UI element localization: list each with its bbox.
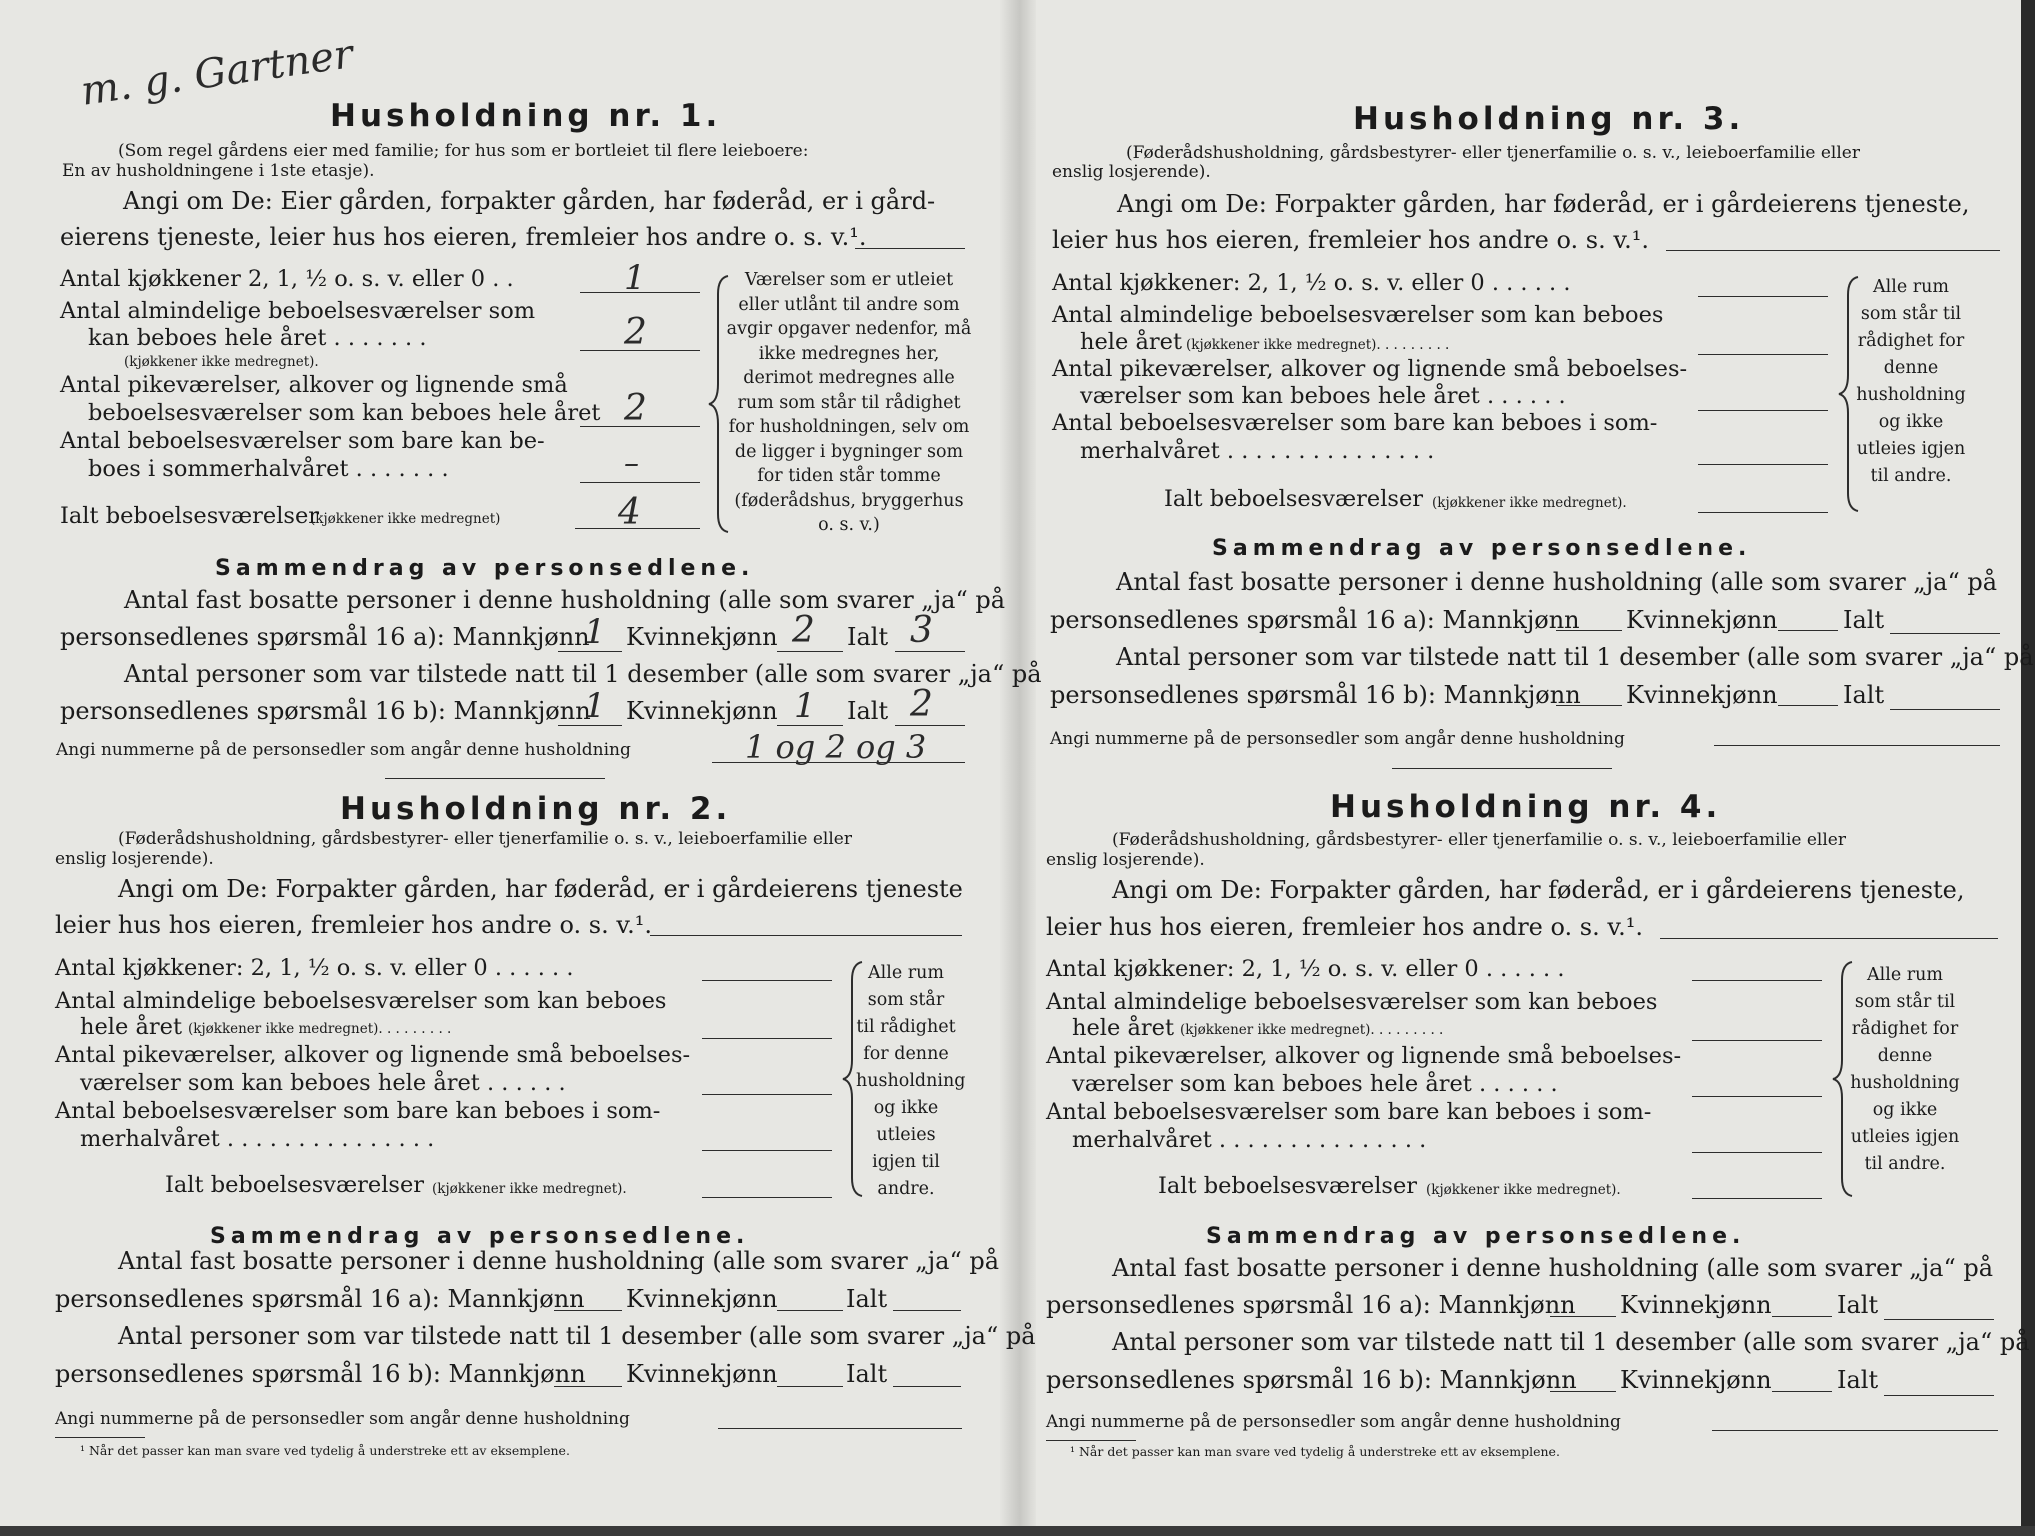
summer-rooms-label: Antal beboelsesværelser som bare kan beboes i som- xyxy=(55,1098,661,1124)
person-numbers-value: 1 og 2 og 3 xyxy=(745,728,927,766)
total-label: Ialt xyxy=(1843,606,1885,634)
rooms-side-note: Alle rum som står til rådighet for denne husholdning og ikke utleies igjen til andre. xyxy=(856,963,966,1199)
intro-text: (Føderådshusholdning, gårdsbestyrer- eller tjenerfamilie o. s. v., leieboerfamilie eller xyxy=(1126,143,1860,163)
rooms-label: kan beboes hele året . . . . . . . xyxy=(88,325,427,351)
person-numbers-label: Angi nummerne på de personsedler som angår denne husholdning xyxy=(56,740,631,760)
rooms-note: (kjøkkener ikke medregnet). . . . . . . . . xyxy=(188,1021,452,1037)
kitchens-value: 1 xyxy=(624,258,646,298)
angi-text: Angi om De: Eier gården, forpakter gården, har føderåd, er i gård- xyxy=(123,187,936,215)
summary-title: Sammendrag av personsedlene. xyxy=(210,1224,750,1249)
summer-rooms-label: Antal beboelsesværelser som bare kan be- xyxy=(60,428,545,454)
small-rooms-value: 2 xyxy=(624,388,647,429)
intro-text: (Føderådshusholdning, gårdsbestyrer- eller tjenerfamilie o. s. v., leieboerfamilie eller xyxy=(1112,830,1846,850)
total-rooms-label: Ialt beboelsesværelser xyxy=(60,503,320,529)
summary-text: Antal fast bosatte personer i denne husholdning (alle som svarer „ja“ på xyxy=(124,586,1006,614)
person-numbers-label: Angi nummerne på de personsedler som angår denne husholdning xyxy=(1050,729,1625,749)
small-rooms-label: Antal pikeværelser, alkover og lignende små xyxy=(60,372,568,398)
female-count: 1 xyxy=(794,686,816,726)
small-rooms-label: værelser som kan beboes hele året . . . . . . xyxy=(1072,1071,1558,1097)
summary-text: Antal fast bosatte personer i denne husholdning (alle som svarer „ja“ på xyxy=(1112,1254,1994,1282)
household-title: Husholdning nr. 2. xyxy=(340,791,732,827)
summary-text: Antal personer som var tilstede natt til 1 desember (alle som svarer „ja“ på xyxy=(124,660,1042,688)
total-label: Ialt xyxy=(847,623,889,651)
summer-rooms-value: – xyxy=(624,446,639,481)
summary-text: Antal personer som var tilstede natt til 1 desember (alle som svarer „ja“ på xyxy=(1116,643,2034,671)
kitchens-label: Antal kjøkkener: 2, 1, ½ o. s. v. eller 0 . . . . . . xyxy=(1046,956,1565,982)
summary-text: personsedlenes spørsmål 16 a): Mannkjønn xyxy=(55,1285,585,1313)
angi-text: Angi om De: Forpakter gården, har føderåd, er i gårdeierens tjeneste xyxy=(118,875,963,903)
female-label: Kvinnekjønn xyxy=(626,1360,778,1388)
summary-text: personsedlenes spørsmål 16 a): Mannkjønn xyxy=(1046,1291,1576,1319)
total-rooms-note: (kjøkkener ikke medregnet). xyxy=(1426,1182,1621,1198)
rooms-label: Antal almindelige beboelsesværelser som kan beboes xyxy=(55,988,667,1014)
rooms-side-note: Alle rum som står til rådighet for denne husholdning og ikke utleies igjen til andre. xyxy=(1850,965,1960,1174)
divider xyxy=(1392,768,1612,769)
footnote-rule xyxy=(55,1437,145,1438)
intro-text: enslig losjerende). xyxy=(55,849,214,869)
female-label: Kvinnekjønn xyxy=(626,697,778,725)
rooms-label: Antal almindelige beboelsesværelser som xyxy=(60,298,536,324)
total-rooms-note: (kjøkkener ikke medregnet). xyxy=(1432,495,1627,511)
total-rooms-label: Ialt beboelsesværelser xyxy=(165,1172,425,1198)
person-numbers-label: Angi nummerne på de personsedler som angår denne husholdning xyxy=(1046,1412,1621,1432)
household-title: Husholdning nr. 1. xyxy=(330,98,722,134)
female-label: Kvinnekjønn xyxy=(626,1285,778,1313)
total-label: Ialt xyxy=(1837,1291,1879,1319)
summary-text: Antal personer som var tilstede natt til 1 desember (alle som svarer „ja“ på xyxy=(118,1322,1036,1350)
intro-text: (Som regel gårdens eier med familie; for hus som er bortleiet til flere leieboere: xyxy=(118,141,809,161)
small-rooms-label: Antal pikeværelser, alkover og lignende små beboelses- xyxy=(1052,356,1688,382)
footnote: ¹ Når det passer kan man svare ved tydelig å understreke ett av eksemplene. xyxy=(80,1443,570,1458)
footnote-rule xyxy=(1046,1440,1136,1441)
right-page xyxy=(1036,0,2034,1526)
rooms-note: (kjøkkener ikke medregnet). xyxy=(124,354,319,370)
female-count: 2 xyxy=(792,610,815,651)
total-label: Ialt xyxy=(1843,681,1885,709)
small-rooms-label: værelser som kan beboes hele året . . . . . . xyxy=(1080,383,1566,409)
intro-text: enslig losjerende). xyxy=(1052,162,1211,182)
rooms-label: Antal almindelige beboelsesværelser som kan beboes xyxy=(1052,302,1664,328)
kitchens-label: Antal kjøkkener: 2, 1, ½ o. s. v. eller 0 . . . . . . xyxy=(55,955,574,981)
female-label: Kvinnekjønn xyxy=(1620,1291,1772,1319)
summer-rooms-label: merhalvåret . . . . . . . . . . . . . . . xyxy=(1080,438,1435,464)
summary-text: Antal fast bosatte personer i denne husholdning (alle som svarer „ja“ på xyxy=(118,1247,1000,1275)
household-title: Husholdning nr. 4. xyxy=(1330,789,1722,825)
male-count: 1 xyxy=(584,612,606,652)
footnote: ¹ Når det passer kan man svare ved tydelig å understreke ett av eksemplene. xyxy=(1070,1444,1560,1459)
total-count: 2 xyxy=(910,684,933,725)
total-rooms-label: Ialt beboelsesværelser xyxy=(1164,486,1424,512)
small-rooms-label: Antal pikeværelser, alkover og lignende små beboelses- xyxy=(1046,1043,1682,1069)
rooms-label: hele året xyxy=(1072,1015,1174,1041)
small-rooms-label: Antal pikeværelser, alkover og lignende små beboelses- xyxy=(55,1042,691,1068)
angi-text: leier hus hos eieren, fremleier hos andre o. s. v.¹. xyxy=(1052,226,1649,254)
total-label: Ialt xyxy=(847,697,889,725)
total-label: Ialt xyxy=(846,1285,888,1313)
summary-text: personsedlenes spørsmål 16 a): Mannkjønn xyxy=(1050,606,1580,634)
summary-text: personsedlenes spørsmål 16 a): Mannkjønn xyxy=(60,623,590,651)
scan-edge-right xyxy=(2021,0,2035,1536)
small-rooms-label: værelser som kan beboes hele året . . . . . . xyxy=(80,1070,566,1096)
total-label: Ialt xyxy=(846,1360,888,1388)
summary-text: Antal personer som var tilstede natt til 1 desember (alle som svarer „ja“ på xyxy=(1112,1328,2030,1356)
summer-rooms-label: Antal beboelsesværelser som bare kan beboes i som- xyxy=(1046,1099,1652,1125)
total-rooms-value: 4 xyxy=(618,492,641,533)
female-label: Kvinnekjønn xyxy=(626,623,778,651)
female-label: Kvinnekjønn xyxy=(1620,1366,1772,1394)
rooms-side-note: Værelser som er utleiet eller utlånt til andre som avgir opgaver nedenfor, må ikke medregnes her, derimot medregnes alle rum som står til rådighet for husholdningen, selv om de ligger i bygninger som for tiden står tomme (føderådshus, bryggerhus o. s. v.) xyxy=(726,270,972,535)
intro-text: enslig losjerende). xyxy=(1046,850,1205,870)
total-label: Ialt xyxy=(1837,1366,1879,1394)
rooms-label: Antal almindelige beboelsesværelser som kan beboes xyxy=(1046,989,1658,1015)
rooms-note: (kjøkkener ikke medregnet). . . . . . . . . xyxy=(1186,337,1450,353)
summary-text: personsedlenes spørsmål 16 b): Mannkjønn xyxy=(60,697,591,725)
divider xyxy=(385,778,605,779)
rooms-label: hele året xyxy=(80,1014,182,1040)
kitchens-label: Antal kjøkkener 2, 1, ½ o. s. v. eller 0 . . xyxy=(60,266,514,292)
angi-text: eierens tjeneste, leier hus hos eieren, fremleier hos andre o. s. v.¹. xyxy=(60,223,867,251)
male-count: 1 xyxy=(584,686,606,726)
person-numbers-label: Angi nummerne på de personsedler som angår denne husholdning xyxy=(55,1409,630,1429)
summer-rooms-label: merhalvåret . . . . . . . . . . . . . . . xyxy=(80,1126,435,1152)
summer-rooms-label: merhalvåret . . . . . . . . . . . . . . . xyxy=(1072,1127,1427,1153)
page-gutter xyxy=(1000,0,1036,1536)
angi-text: Angi om De: Forpakter gården, har føderåd, er i gårdeierens tjeneste, xyxy=(1112,876,1965,904)
rooms-value: 2 xyxy=(624,312,647,353)
intro-text: En av husholdningene i 1ste etasje). xyxy=(62,161,375,181)
intro-text: (Føderådshusholdning, gårdsbestyrer- eller tjenerfamilie o. s. v., leieboerfamilie eller xyxy=(118,829,852,849)
total-count: 3 xyxy=(910,610,933,651)
summary-text: Antal fast bosatte personer i denne husholdning (alle som svarer „ja“ på xyxy=(1116,568,1998,596)
summary-title: Sammendrag av personsedlene. xyxy=(1212,536,1752,561)
total-rooms-note: (kjøkkener ikke medregnet) xyxy=(310,511,501,527)
summary-title: Sammendrag av personsedlene. xyxy=(1206,1224,1746,1249)
angi-text: Angi om De: Forpakter gården, har føderåd, er i gårdeierens tjeneste, xyxy=(1117,190,1970,218)
rooms-label: hele året xyxy=(1080,329,1182,355)
rooms-side-note: Alle rum som står til rådighet for denne husholdning og ikke utleies igjen til andre. xyxy=(1856,277,1966,486)
summary-title: Sammendrag av personsedlene. xyxy=(215,556,755,581)
summary-text: personsedlenes spørsmål 16 b): Mannkjønn xyxy=(1046,1366,1577,1394)
summary-text: personsedlenes spørsmål 16 b): Mannkjønn xyxy=(1050,681,1581,709)
rooms-note: (kjøkkener ikke medregnet). . . . . . . . . xyxy=(1180,1022,1444,1038)
female-label: Kvinnekjønn xyxy=(1626,606,1778,634)
angi-text: leier hus hos eieren, fremleier hos andre o. s. v.¹. xyxy=(55,911,652,939)
summer-rooms-label: boes i sommerhalvåret . . . . . . . xyxy=(88,456,449,482)
kitchens-label: Antal kjøkkener: 2, 1, ½ o. s. v. eller 0 . . . . . . xyxy=(1052,270,1571,296)
angi-text: leier hus hos eieren, fremleier hos andre o. s. v.¹. xyxy=(1046,913,1643,941)
small-rooms-label: beboelsesværelser som kan beboes hele året xyxy=(88,400,601,426)
summer-rooms-label: Antal beboelsesværelser som bare kan beboes i som- xyxy=(1052,410,1658,436)
total-rooms-label: Ialt beboelsesværelser xyxy=(1158,1173,1418,1199)
household-title: Husholdning nr. 3. xyxy=(1353,101,1745,137)
handwritten-annotation: m. g. Gartner xyxy=(78,31,356,115)
female-label: Kvinnekjønn xyxy=(1626,681,1778,709)
summary-text: personsedlenes spørsmål 16 b): Mannkjønn xyxy=(55,1360,586,1388)
total-rooms-note: (kjøkkener ikke medregnet). xyxy=(432,1181,627,1197)
scan-edge-bottom xyxy=(0,1526,2035,1536)
